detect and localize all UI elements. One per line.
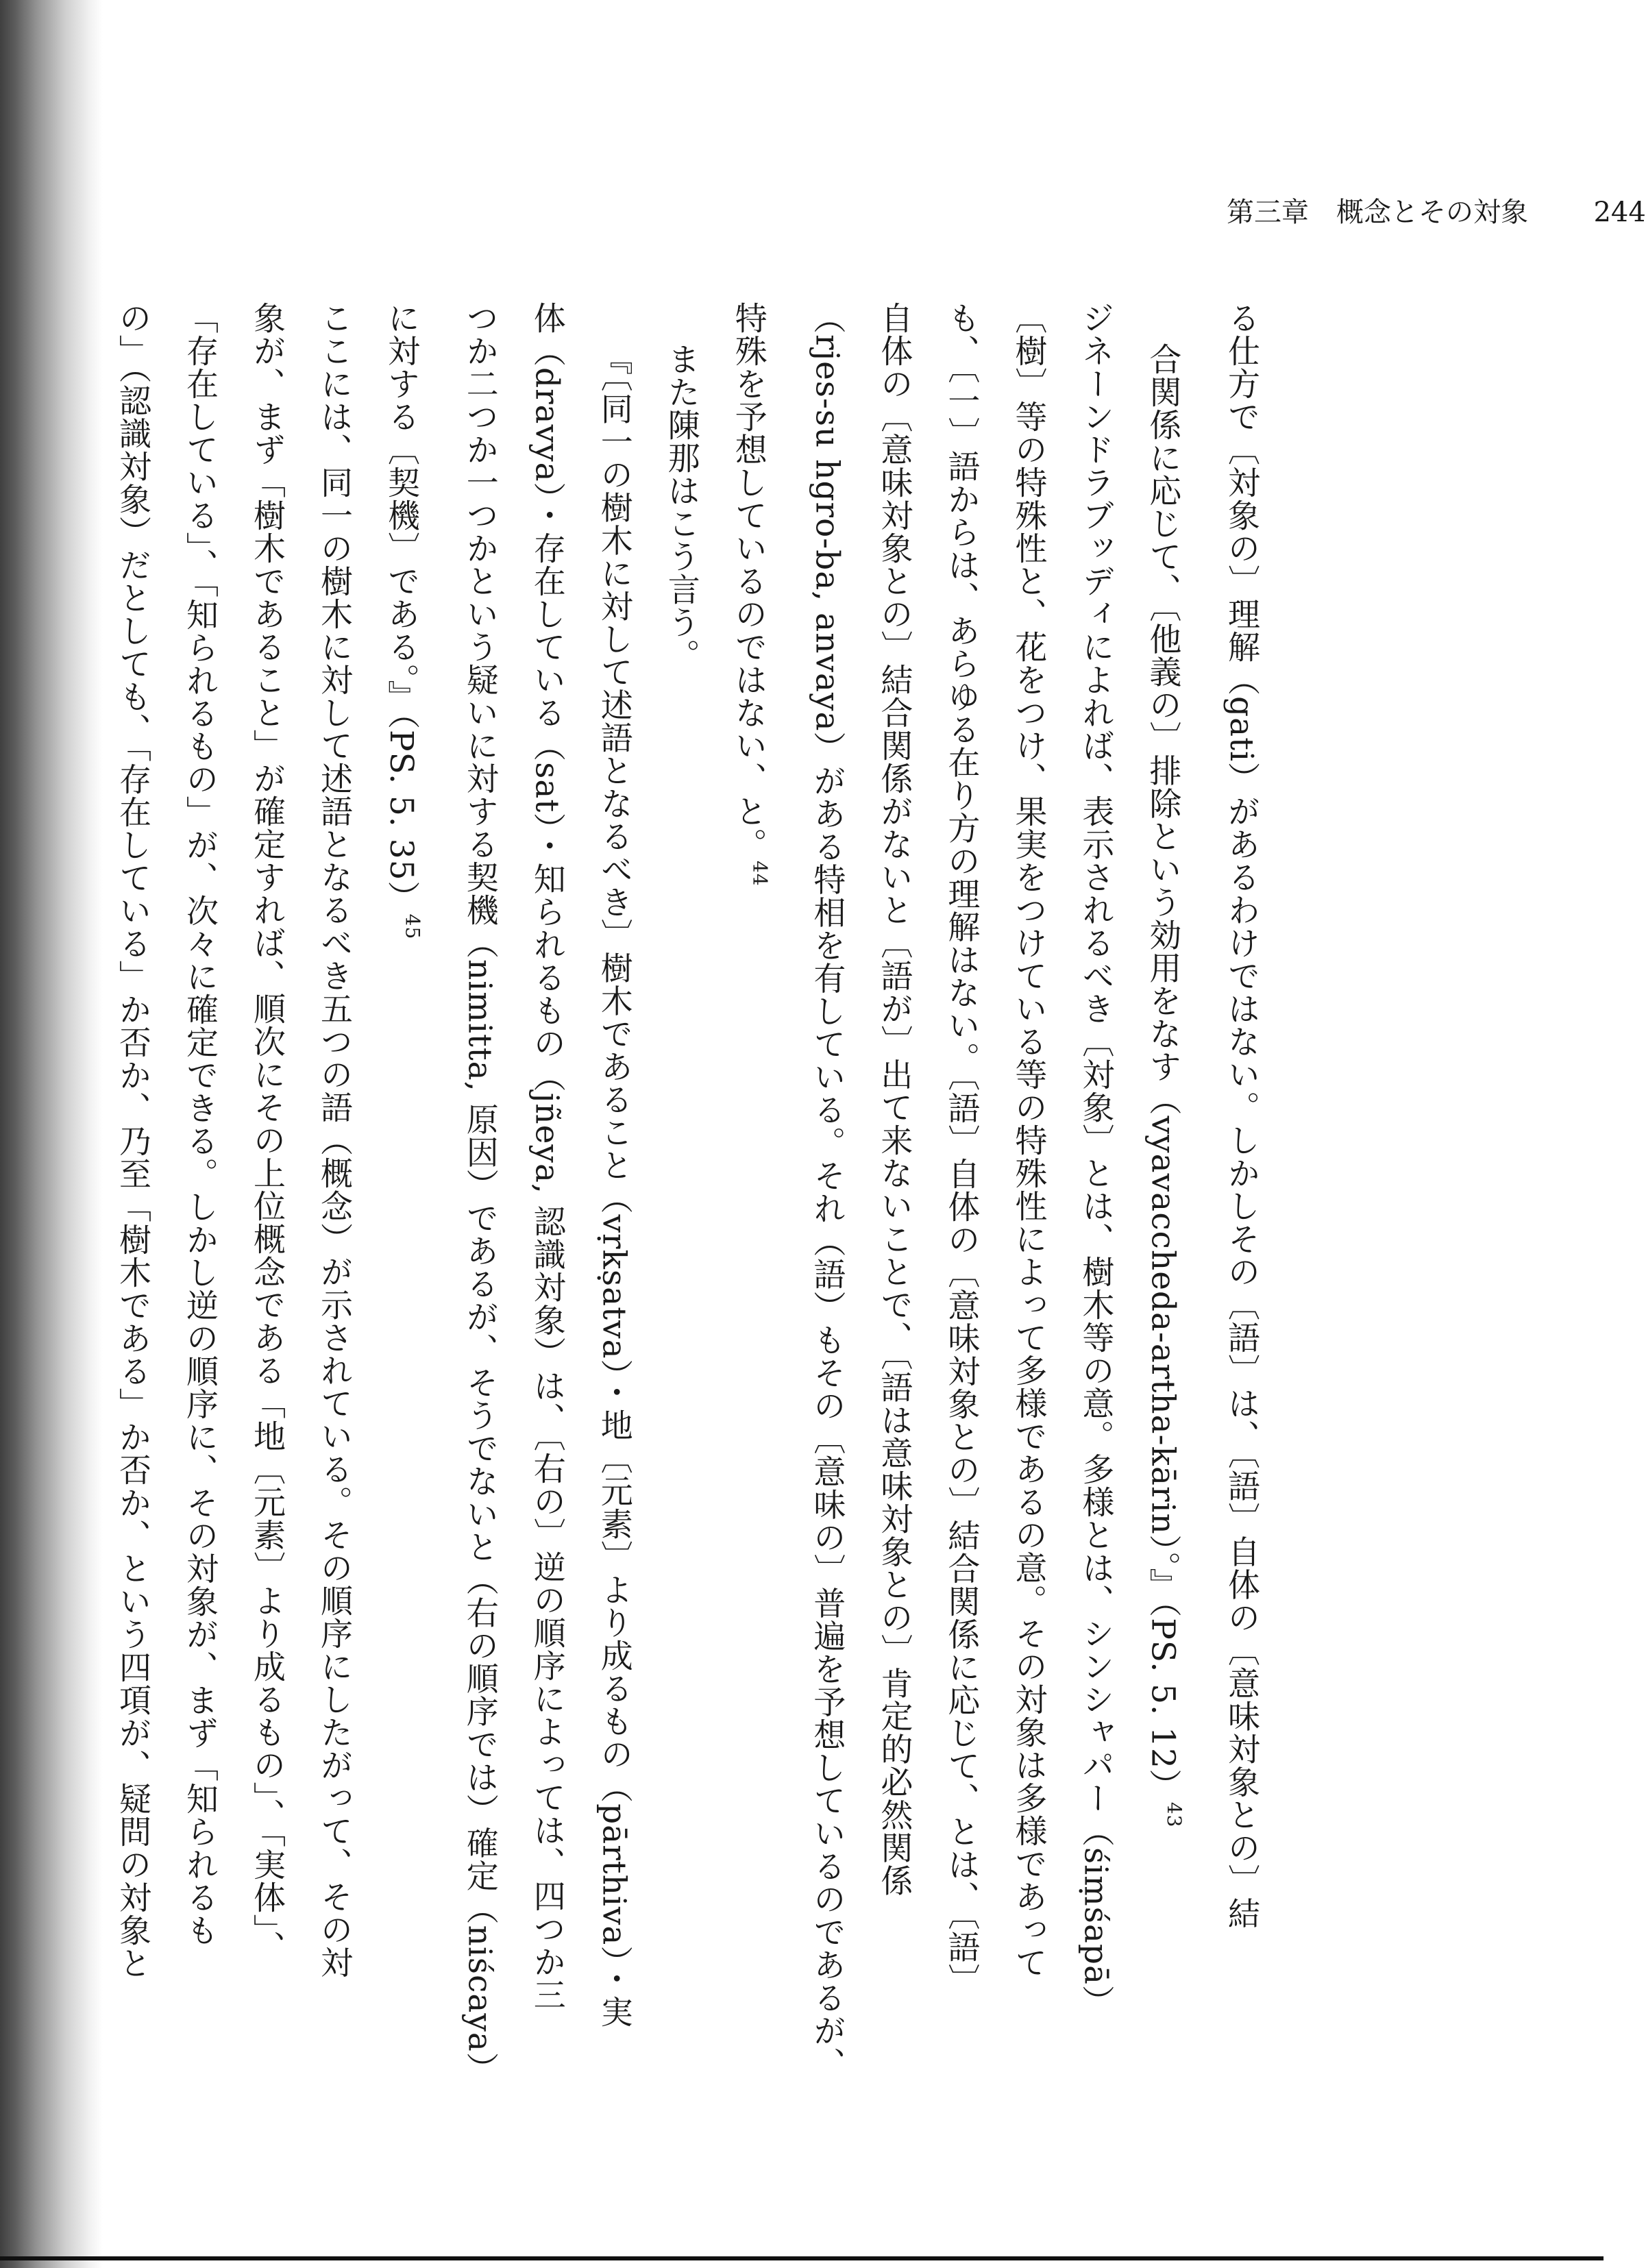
- text-line: [715, 301, 794, 2083]
- text-line: [1129, 301, 1207, 2083]
- chapter-title: 第三章 概念とその対象: [1227, 197, 1528, 228]
- text-line: ジネーンドラブッディによれば、表示されるべき〔対象〕とは、樹木等の意。多様とは、シンシャパー（śiṃśapā）: [1077, 301, 1115, 2018]
- text-line-content: 合関係に応じて、〔他義の〕排除という効用をなす（vyavaccheda-artha-kārin）。』（PS. 5. 12）: [1144, 343, 1182, 1802]
- text-line: また陳那はこう言う。: [662, 343, 700, 671]
- text-line: る仕方で〔対象の〕理解（gati）があるわけではない。しかしその〔語〕は、〔語〕自体の〔意味対象との〕結: [1223, 301, 1260, 1930]
- vertical-text-body: [0, 301, 1275, 2083]
- text-line: ここには、同一の樹木に対して述語となるべき五つの語（概念）が示されている。その順序にしたがって、その対: [315, 301, 354, 1979]
- text-line: も、〔一〕語からは、あらゆる在り方の理解はない。〔語〕自体の〔意味対象との〕結合関係に応じて、とは、〔語〕: [942, 301, 981, 1997]
- text-line: 〔樹〕等の特殊性と、花をつけ、果実をつけている等の特殊性によって多様であるの意。その対象は多様であって: [1009, 301, 1048, 1979]
- text-line: 自体の〔意味対象との〕結合関係がないと〔語が〕出て来ないことで、〔語は意味対象との〕肯定的必然関係: [875, 301, 913, 1897]
- text-line: 「存在している」、「知られるもの」が、次々に確定できる。しかし逆の順序に、その対象が、まず「知られるも: [181, 301, 219, 1947]
- note-ref: 45: [401, 913, 424, 940]
- text-line: 体（dravya）・存在している（sat）・知られるもの（jñeya, 認識対象）は、〔右の〕逆の順序によっては、四つか三: [528, 301, 566, 2012]
- note-ref: 44: [748, 861, 772, 887]
- text-line: 象が、まず「樹木であること」が確定すれば、順次にその上位概念である「地〔元素〕より成るもの」、「実体」、: [248, 301, 286, 1964]
- running-header: [1227, 190, 1646, 230]
- page-number: 244: [1593, 197, 1646, 228]
- note-ref: 43: [1163, 1801, 1186, 1828]
- text-line-content: に対する〔契機〕である。』（PS. 5. 35）: [382, 301, 421, 914]
- text-line: [367, 301, 446, 2083]
- text-line-content: 特殊を予想しているのではない、と。: [729, 301, 767, 861]
- text-line: 『〔同一の樹木に対して述語となるべき〕樹木であること（vṛkṣatva）・地〔元素〕より成るもの（pārthiva）・実: [595, 343, 633, 2028]
- page-bottom-edge: [0, 2256, 1604, 2260]
- text-line: の」（認識対象）だとしても、「存在している」か否か、乃至「樹木である」か否か、という四項が、疑問の対象と: [114, 301, 152, 1980]
- text-line: （rjes-su hgro-ba, anvaya）がある特相を有している。それ（語）もその〔意味の〕普遍を予想しているのであるが、: [808, 301, 846, 2080]
- text-line: つか二つか一つかという疑いに対する契機（nimitta, 原因）であるが、そうでないと（右の順序では）確定（niścaya）: [460, 301, 499, 2085]
